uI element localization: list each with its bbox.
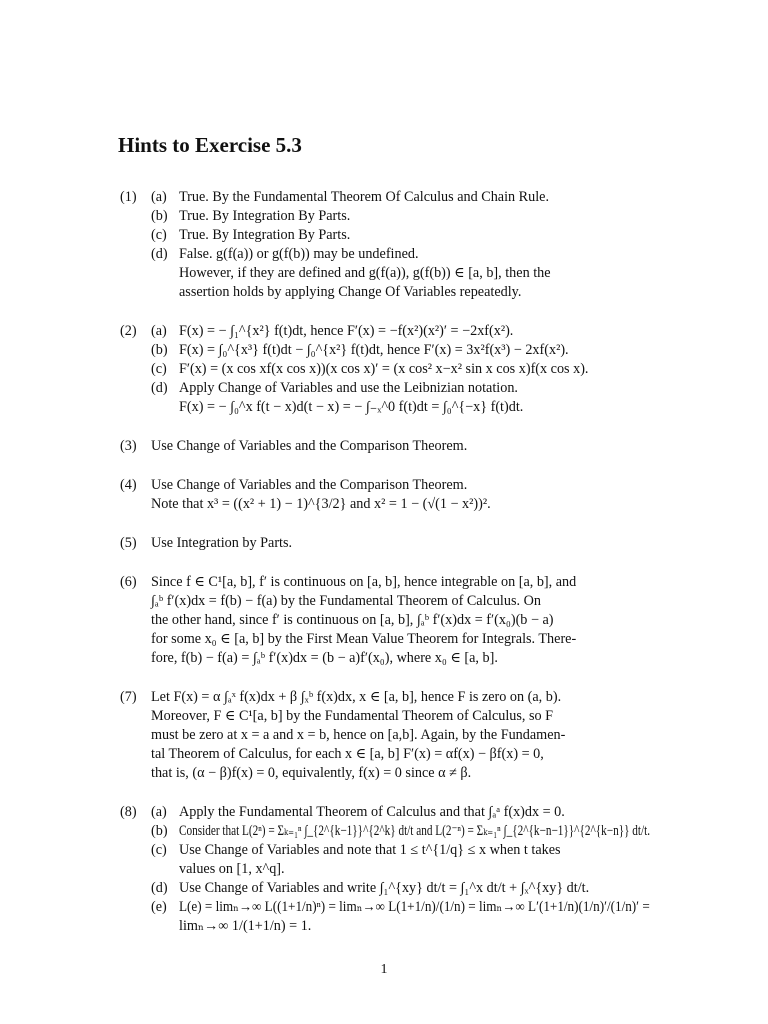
hint-text-line: Use Change of Variables and write ∫₁^{xy} dt/t = ∫₁^x dt/t + ∫ₓ^{xy} dt/t. (179, 880, 590, 896)
subitem-letter: (c) (151, 361, 167, 377)
hint-text-line: Use Change of Variables and the Comparison Theorem. (151, 438, 468, 454)
hint-subitem (151, 322, 650, 341)
subitem-letter: (d) (151, 880, 168, 896)
hint-number: (8) (120, 804, 137, 820)
hint-text-line: assertion holds by applying Change Of Variables repeatedly. (179, 284, 522, 300)
hint-text-line: Since f ∈ C¹[a, b], f′ is continuous on [a, b], hence integrable on [a, b], and (151, 574, 577, 590)
hint-text-line: for some x₀ ∈ [a, b] by the First Mean Value Theorem for Integrals. There- (151, 631, 577, 647)
subitem-letter: (b) (151, 208, 168, 224)
hint-item (120, 188, 650, 302)
hint-item (120, 476, 650, 514)
hint-number: (7) (120, 689, 137, 705)
hint-number: (4) (120, 477, 137, 493)
hint-item (120, 437, 650, 456)
hint-text-line: True. By Integration By Parts. (179, 227, 351, 243)
hint-number: (5) (120, 535, 137, 551)
hint-item (120, 573, 650, 668)
hint-text-line: the other hand, since f′ is continuous on [a, b], ∫ₐᵇ f′(x)dx = f′(x₀)(b − a) (151, 612, 554, 628)
hint-subitem (151, 803, 650, 822)
hint-subitem (151, 379, 650, 417)
hint-subitem (151, 841, 650, 879)
page-number: 1 (380, 962, 388, 977)
subitem-letter: (b) (151, 342, 168, 358)
hint-number: (6) (120, 574, 137, 590)
hint-item (120, 803, 650, 936)
hint-item (120, 322, 650, 417)
subitem-letter: (d) (151, 380, 168, 396)
page-title: Hints to Exercise 5.3 (118, 133, 302, 157)
hint-text-line: Note that x³ = ((x² + 1) − 1)^{3/2} and x² = 1 − (√(1 − x²))². (151, 496, 491, 512)
hint-text-line: F(x) = − ∫₀^x f(t − x)d(t − x) = − ∫₋ₓ^0 f(t)dt = ∫₀^{−x} f(t)dt. (179, 399, 524, 415)
hint-subitem (151, 226, 650, 245)
hint-text-line: that is, (α − β)f(x) = 0, equivalently, f(x) = 0 since α ≠ β. (151, 765, 472, 781)
hint-text-line: Moreover, F ∈ C¹[a, b] by the Fundamental Theorem of Calculus, so F (151, 708, 554, 724)
hint-text-line: F(x) = ∫₀^{x³} f(t)dt − ∫₀^{x²} f(t)dt, hence F′(x) = 3x²f(x³) − 2xf(x²). (179, 342, 569, 358)
hint-number: (2) (120, 323, 137, 339)
hint-number: (3) (120, 438, 137, 454)
hint-subitem (151, 188, 650, 207)
subitem-letter: (e) (151, 899, 167, 915)
subitem-letter: (c) (151, 227, 167, 243)
hint-subitem (151, 879, 650, 898)
hint-text-line: Use Change of Variables and the Comparison Theorem. (151, 477, 468, 493)
hint-text-line: limₙ→∞ 1/(1+1/n) = 1. (179, 918, 312, 934)
hint-text-line: fore, f(b) − f(a) = ∫ₐᵇ f′(x)dx = (b − a)f′(x₀), where x₀ ∈ [a, b]. (151, 650, 498, 666)
hint-text-line: Consider that L(2ⁿ) = Σₖ₌₁ⁿ ∫_{2^{k−1}}^{2^k} dt/t and L(2⁻ⁿ) = Σₖ₌₁ⁿ ∫_{2^{k−n−1}}^{2^{k−n}} dt/t. (179, 823, 651, 839)
subitem-letter: (d) (151, 246, 168, 262)
hint-text-line: F(x) = − ∫₁^{x²} f(t)dt, hence F′(x) = −f(x²)(x²)′ = −2xf(x²). (179, 323, 514, 339)
hint-text-line: F′(x) = (x cos xf(x cos x))(x cos x)′ = (x cos² x−x² sin x cos x)f(x cos x). (179, 361, 589, 377)
hint-text-line: Apply the Fundamental Theorem of Calculus and that ∫ₐᵃ f(x)dx = 0. (179, 804, 565, 820)
hint-subitem (151, 207, 650, 226)
hint-text-line: True. By Integration By Parts. (179, 208, 351, 224)
hints-list (120, 188, 650, 936)
hint-text-line: However, if they are defined and g(f(a)), g(f(b)) ∈ [a, b], then the (179, 265, 551, 281)
hint-subitem (151, 822, 650, 841)
subitem-letter: (b) (151, 823, 168, 839)
hint-text-line: True. By the Fundamental Theorem Of Calculus and Chain Rule. (179, 189, 550, 205)
hint-text-line: Use Integration by Parts. (151, 535, 293, 551)
hint-subitem (151, 898, 650, 936)
hint-text-line: Let F(x) = α ∫ₐˣ f(x)dx + β ∫ₓᵇ f(x)dx, x ∈ [a, b], hence F is zero on (a, b). (151, 689, 562, 705)
subitem-letter: (a) (151, 323, 167, 339)
hint-text-line: values on [1, x^q]. (179, 861, 285, 877)
hint-subitem (151, 245, 650, 302)
hint-item (120, 534, 650, 553)
hint-text-line: Use Change of Variables and note that 1 ≤ t^{1/q} ≤ x when t takes (179, 842, 561, 858)
subitem-letter: (c) (151, 842, 167, 858)
subitem-letter: (a) (151, 189, 167, 205)
hint-text-line: L(e) = limₙ→∞ L((1+1/n)ⁿ) = limₙ→∞ L(1+1/n)/(1/n) = limₙ→∞ L′(1+1/n)(1/n)′/(1/n)′ = (179, 899, 650, 915)
hint-number: (1) (120, 189, 137, 205)
hint-subitem (151, 341, 650, 360)
hint-text-line: Apply Change of Variables and use the Leibnizian notation. (179, 380, 518, 396)
hint-item (120, 688, 650, 783)
hint-text-line: False. g(f(a)) or g(f(b)) may be undefined. (179, 246, 419, 262)
hint-text-line: ∫ₐᵇ f′(x)dx = f(b) − f(a) by the Fundamental Theorem of Calculus. On (151, 593, 541, 609)
hint-text-line: tal Theorem of Calculus, for each x ∈ [a, b] F′(x) = αf(x) − βf(x) = 0, (151, 746, 544, 762)
hint-subitem (151, 360, 650, 379)
hint-text-line: must be zero at x = a and x = b, hence on [a,b]. Again, by the Fundamen- (151, 727, 566, 743)
subitem-letter: (a) (151, 804, 167, 820)
